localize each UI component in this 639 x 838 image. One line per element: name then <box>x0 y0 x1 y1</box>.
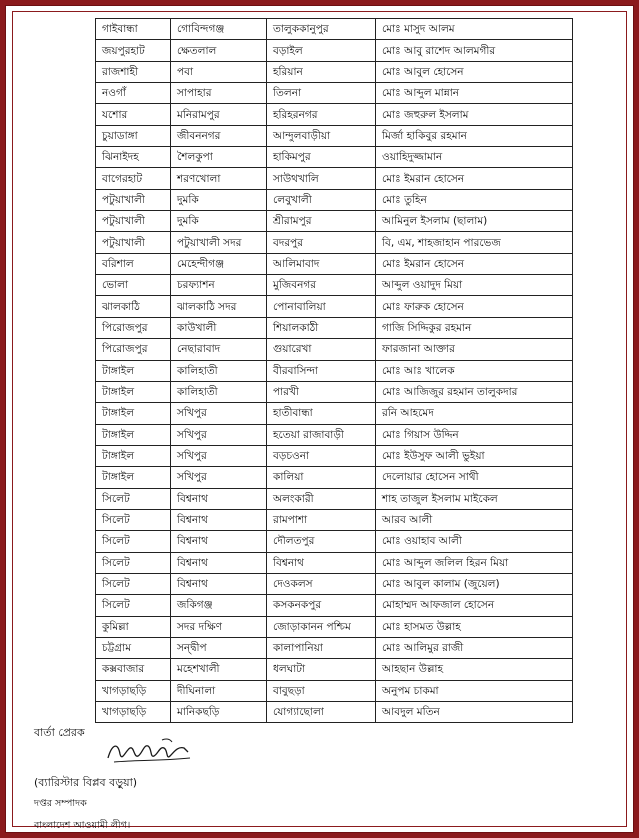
candidate-table <box>95 18 573 723</box>
union-cell: রামপাশা <box>267 509 376 530</box>
union-cell: দেওকলস <box>267 573 376 594</box>
signature-block <box>34 724 138 831</box>
upazila-cell: ঝালকাঠি সদর <box>171 296 267 317</box>
upazila-cell: দুমকি <box>171 211 267 232</box>
candidate-name-cell: দেলোয়ার হোসেন সাথী <box>376 467 573 488</box>
union-cell: হাকিমপুর <box>267 147 376 168</box>
table-row <box>96 296 573 317</box>
district-cell: চুয়াডাঙ্গা <box>96 125 171 146</box>
district-cell: টাঙ্গাইল <box>96 445 171 466</box>
candidate-table-body <box>96 19 573 723</box>
table-row <box>96 616 573 637</box>
union-cell: অলংকারী <box>267 488 376 509</box>
upazila-cell: দুমকি <box>171 189 267 210</box>
union-cell: কসকনকপুর <box>267 595 376 616</box>
upazila-cell: কালিহাতী <box>171 360 267 381</box>
district-cell: চট্টগ্রাম <box>96 637 171 658</box>
union-cell: কালাপানিয়া <box>267 637 376 658</box>
union-cell: আন্দুলবাড়ীয়া <box>267 125 376 146</box>
candidate-name-cell: মোহাম্মদ আফজাল হোসেন <box>376 595 573 616</box>
document-page <box>5 5 634 833</box>
district-cell: বরিশাল <box>96 253 171 274</box>
table-row <box>96 595 573 616</box>
district-cell: খাগড়াছড়ি <box>96 680 171 701</box>
district-cell: টাঙ্গাইল <box>96 403 171 424</box>
district-cell: সিলেট <box>96 552 171 573</box>
table-row <box>96 253 573 274</box>
candidate-name-cell: মোঃ হাসমত উল্লাহ <box>376 616 573 637</box>
candidate-name-cell: মোঃ ইউসুফ আলী ভুইয়া <box>376 445 573 466</box>
candidate-name-cell: বি, এম, শাহজাহান পারভেজ <box>376 232 573 253</box>
candidate-name-cell: মির্জা হাকিবুর রহমান <box>376 125 573 146</box>
candidate-name-cell: অনুপম চাকমা <box>376 680 573 701</box>
candidate-name-cell: রনি আহমেদ <box>376 403 573 424</box>
district-cell: পিরোজপুর <box>96 317 171 338</box>
signatory-role: দপ্তর সম্পাদক <box>34 798 87 809</box>
upazila-cell: সখিপুর <box>171 445 267 466</box>
district-cell: টাঙ্গাইল <box>96 360 171 381</box>
upazila-cell: শৈলকুপা <box>171 147 267 168</box>
district-cell: সিলেট <box>96 595 171 616</box>
union-cell: বীরবাসিন্দা <box>267 360 376 381</box>
upazila-cell: জকিগঞ্জ <box>171 595 267 616</box>
candidate-name-cell: আহছান উল্লাহ <box>376 659 573 680</box>
union-cell: হাতীবান্ধা <box>267 403 376 424</box>
candidate-name-cell: মোঃ ওয়াহাব আলী <box>376 531 573 552</box>
table-row <box>96 83 573 104</box>
upazila-cell: নেছারাবাদ <box>171 339 267 360</box>
table-row <box>96 531 573 552</box>
table-row <box>96 61 573 82</box>
table-row <box>96 381 573 402</box>
table-row <box>96 637 573 658</box>
table-row <box>96 211 573 232</box>
candidate-name-cell: মোঃ আঃ খালেক <box>376 360 573 381</box>
candidate-name-cell: গাজি সিদ্দিকুর রহমান <box>376 317 573 338</box>
upazila-cell: চরফ্যাশন <box>171 275 267 296</box>
district-cell: পটুয়াখালী <box>96 189 171 210</box>
candidate-name-cell: মোঃ তুহিন <box>376 189 573 210</box>
upazila-cell: সাপাহার <box>171 83 267 104</box>
table-row <box>96 488 573 509</box>
candidate-name-cell: মোঃ আলিমুর রাজী <box>376 637 573 658</box>
table-row <box>96 168 573 189</box>
union-cell: হরিহরনগর <box>267 104 376 125</box>
district-cell: সিলেট <box>96 509 171 530</box>
upazila-cell: ক্ষেতলাল <box>171 40 267 61</box>
candidate-name-cell: আরব আলী <box>376 509 573 530</box>
signatory-organization: বাংলাদেশ আওয়ামী লীগ। <box>34 820 131 831</box>
upazila-cell: মেহেন্দীগঞ্জ <box>171 253 267 274</box>
union-cell: বদরপুর <box>267 232 376 253</box>
candidate-name-cell: ওয়াহিদুজ্জামান <box>376 147 573 168</box>
upazila-cell: বিশ্বনাথ <box>171 509 267 530</box>
candidate-name-cell: মোঃ গিয়াস উদ্দিন <box>376 424 573 445</box>
table-row <box>96 147 573 168</box>
district-cell: টাঙ্গাইল <box>96 467 171 488</box>
table-row <box>96 552 573 573</box>
union-cell: বিশ্বনাথ <box>267 552 376 573</box>
candidate-name-cell: আবদুল মতিন <box>376 702 573 723</box>
district-cell: খাগড়াছড়ি <box>96 702 171 723</box>
candidate-name-cell: মোঃ আবুল হোসেন <box>376 61 573 82</box>
union-cell: তিলনা <box>267 83 376 104</box>
candidate-name-cell: আমিনুল ইসলাম (ছালাম) <box>376 211 573 232</box>
sender-label: বার্তা প্রেরক <box>34 726 85 739</box>
union-cell: মুজিবনগর <box>267 275 376 296</box>
table-row <box>96 445 573 466</box>
table-row <box>96 232 573 253</box>
candidate-name-cell: মোঃ ইমরান হোসেন <box>376 168 573 189</box>
district-cell: নওগাঁ <box>96 83 171 104</box>
union-cell: সাউথখালি <box>267 168 376 189</box>
candidate-name-cell: মোঃ আজিজুর রহমান তালুকদার <box>376 381 573 402</box>
upazila-cell: জীবননগর <box>171 125 267 146</box>
union-cell: পোনাবালিয়া <box>267 296 376 317</box>
upazila-cell: শরণখোলা <box>171 168 267 189</box>
candidate-name-cell: মোঃ আব্দুল মান্নান <box>376 83 573 104</box>
table-row <box>96 403 573 424</box>
upazila-cell: সখিপুর <box>171 424 267 445</box>
upazila-cell: বিশ্বনাথ <box>171 552 267 573</box>
table-row <box>96 573 573 594</box>
table-row <box>96 467 573 488</box>
district-cell: যশোর <box>96 104 171 125</box>
upazila-cell: কালিহাতী <box>171 381 267 402</box>
union-cell: ধলঘাটা <box>267 659 376 680</box>
table-row <box>96 40 573 61</box>
table-row <box>96 275 573 296</box>
upazila-cell: সখিপুর <box>171 467 267 488</box>
table-row <box>96 19 573 40</box>
table-row <box>96 680 573 701</box>
district-cell: কুমিল্লা <box>96 616 171 637</box>
table-row <box>96 104 573 125</box>
upazila-cell: মনিরামপুর <box>171 104 267 125</box>
upazila-cell: দীঘিনালা <box>171 680 267 701</box>
candidate-name-cell: মোঃ আবু রাশেদ আলমগীর <box>376 40 573 61</box>
union-cell: বড়চওনা <box>267 445 376 466</box>
candidate-name-cell: ফারজানা আক্তার <box>376 339 573 360</box>
union-cell: শ্রীরামপুর <box>267 211 376 232</box>
upazila-cell: সন্দ্বীপ <box>171 637 267 658</box>
upazila-cell: বিশ্বনাথ <box>171 531 267 552</box>
district-cell: সিলেট <box>96 531 171 552</box>
district-cell: সিলেট <box>96 488 171 509</box>
table-row <box>96 125 573 146</box>
table-row <box>96 189 573 210</box>
union-cell: হরিয়ান <box>267 61 376 82</box>
district-cell: পিরোজপুর <box>96 339 171 360</box>
candidate-name-cell: মোঃ মাসুদ আলম <box>376 19 573 40</box>
union-cell: হতেয়া রাজাবাড়ী <box>267 424 376 445</box>
table-row <box>96 360 573 381</box>
union-cell: আলিমাবাদ <box>267 253 376 274</box>
union-cell: তালুককানুপুর <box>267 19 376 40</box>
handwritten-signature <box>104 736 194 768</box>
upazila-cell: বিশ্বনাথ <box>171 488 267 509</box>
union-cell: পারখী <box>267 381 376 402</box>
union-cell: লেবুখালী <box>267 189 376 210</box>
union-cell: কালিয়া <box>267 467 376 488</box>
signatory-name: (ব্যারিস্টার বিপ্লব বড়ুয়া) <box>34 776 138 789</box>
candidate-name-cell: আব্দুল ওয়াদুদ মিয়া <box>376 275 573 296</box>
district-cell: টাঙ্গাইল <box>96 424 171 445</box>
candidate-name-cell: মোঃ আবুল কালাম (জুয়েল) <box>376 573 573 594</box>
upazila-cell: পটুয়াখালী সদর <box>171 232 267 253</box>
upazila-cell: মানিকছড়ি <box>171 702 267 723</box>
upazila-cell: মহেশখালী <box>171 659 267 680</box>
table-row <box>96 424 573 445</box>
union-cell: যোগ্যাছোলা <box>267 702 376 723</box>
union-cell: গুয়ারেখা <box>267 339 376 360</box>
district-cell: ঝালকাঠি <box>96 296 171 317</box>
district-cell: সিলেট <box>96 573 171 594</box>
union-cell: বড়াইল <box>267 40 376 61</box>
upazila-cell: সখিপুর <box>171 403 267 424</box>
district-cell: বাগেরহাট <box>96 168 171 189</box>
table-row <box>96 317 573 338</box>
candidate-name-cell: মোঃ জহুরুল ইসলাম <box>376 104 573 125</box>
table-row <box>96 659 573 680</box>
table-row <box>96 339 573 360</box>
upazila-cell: সদর দক্ষিণ <box>171 616 267 637</box>
upazila-cell: পবা <box>171 61 267 82</box>
table-row <box>96 702 573 723</box>
table-row <box>96 509 573 530</box>
district-cell: কক্সবাজার <box>96 659 171 680</box>
upazila-cell: কাউখালী <box>171 317 267 338</box>
district-cell: জয়পুরহাট <box>96 40 171 61</box>
district-cell: পটুয়াখালী <box>96 232 171 253</box>
district-cell: ঝিনাইদহ <box>96 147 171 168</box>
district-cell: গাইবান্ধা <box>96 19 171 40</box>
union-cell: দৌলতপুর <box>267 531 376 552</box>
upazila-cell: বিশ্বনাথ <box>171 573 267 594</box>
candidate-name-cell: মোঃ ইমরান হোসেন <box>376 253 573 274</box>
union-cell: বাবুছড়া <box>267 680 376 701</box>
district-cell: পটুয়াখালী <box>96 211 171 232</box>
candidate-name-cell: মোঃ ফারুক হোসেন <box>376 296 573 317</box>
candidate-name-cell: মোঃ আব্দুল জলিল হিরন মিয়া <box>376 552 573 573</box>
candidate-name-cell: শাহ তাজুল ইসলাম মাইকেল <box>376 488 573 509</box>
union-cell: জোড়াকানন পশ্চিম <box>267 616 376 637</box>
upazila-cell: গোবিন্দগঞ্জ <box>171 19 267 40</box>
district-cell: রাজশাহী <box>96 61 171 82</box>
district-cell: টাঙ্গাইল <box>96 381 171 402</box>
district-cell: ভোলা <box>96 275 171 296</box>
union-cell: শিয়ালকাঠী <box>267 317 376 338</box>
